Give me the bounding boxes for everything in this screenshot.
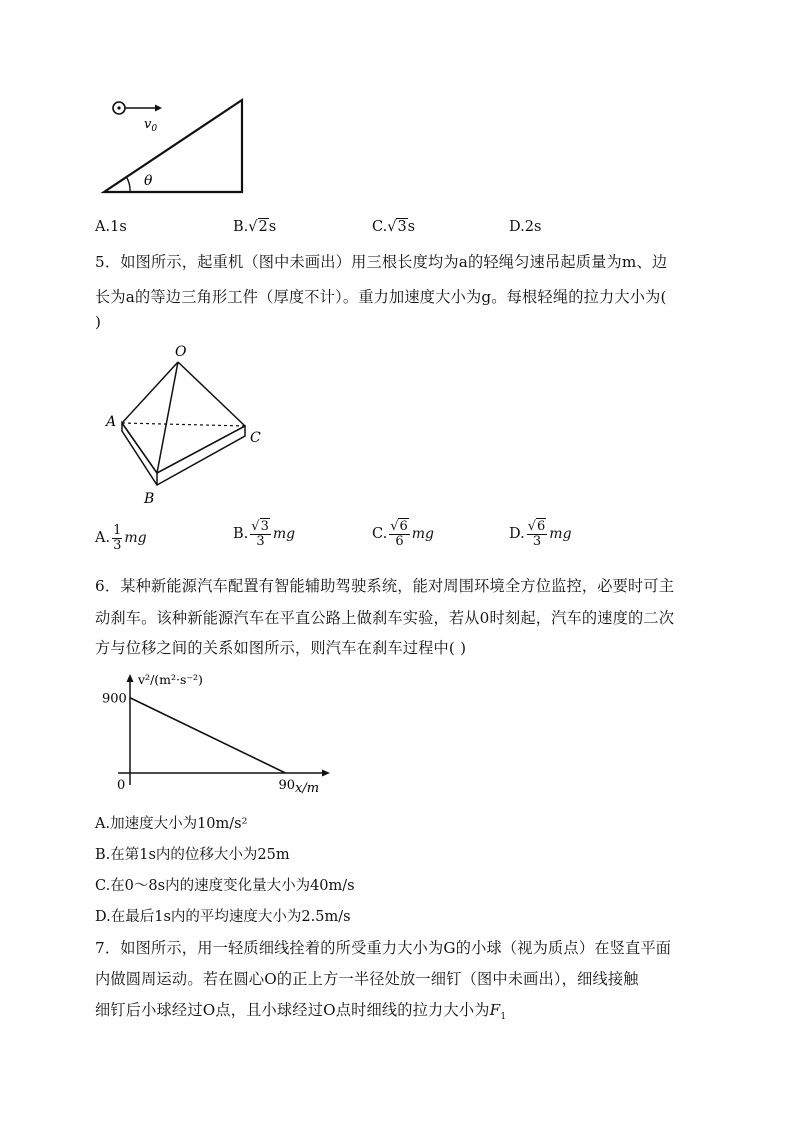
q6-option-c[interactable]: C.在0～8s内的速度变化量大小为40m/s — [95, 878, 355, 894]
svg-text:v0: $v_0$ — [144, 117, 158, 134]
q6-line-1: 6．某种新能源汽车配置有智能辅助驾驶系统，能对周围环境全方位监控，必要时可主 — [95, 577, 675, 595]
q7-line-3: 细钉后小球经过O点，且小球经过O点时细线的拉力大小为$F_1$ — [95, 1001, 507, 1023]
q4-option-d[interactable]: D.2s — [509, 219, 542, 235]
q7-line-2: 内做圆周运动。若在圆心O的正上方一半径处放一细钉（图中未画出），细线接触 — [95, 970, 639, 988]
q5-line-2: 长为a的等边三角形工件（厚度不计）。重力加速度大小为g。每根轻绳的拉力大小为( — [95, 288, 667, 306]
y-axis-label: v²/(m²·s⁻²) — [138, 672, 203, 687]
q5-option-c[interactable]: C. $\frac{√6}{6}$ mg — [372, 519, 435, 549]
q6-option-b[interactable]: B.在第1s内的位移大小为25m — [95, 847, 290, 863]
q4-option-a[interactable]: A.1s — [95, 219, 127, 235]
q5-option-b[interactable]: B. $\frac{√3}{3}$ mg — [233, 519, 296, 549]
q7-line-1: 7．如图所示，用一轻质细线拴着的所受重力大小为G的小球（视为质点）在竖直平面 — [95, 939, 672, 957]
svg-text:B: B — [144, 491, 155, 507]
q5-line-3: ) — [95, 313, 102, 331]
q5-option-a[interactable]: A. $\frac{1}{3}$ mg — [95, 523, 147, 553]
svg-text:C: C — [250, 430, 261, 446]
q5-option-d[interactable]: D. $\frac{√6}{3}$ mg — [509, 519, 572, 549]
svg-text:A: A — [106, 414, 117, 430]
svg-text:O: O — [175, 344, 187, 360]
pyramid-figure — [100, 340, 280, 510]
q6-line-2: 动刹车。该种新能源汽车在平直公路上做刹车实验，若从0时刻起，汽车的速度的二次 — [95, 609, 675, 627]
x-axis-label: x/m — [295, 781, 320, 796]
y-tick-label: 900 — [102, 691, 127, 707]
incline-figure — [100, 92, 260, 202]
v2-x-chart — [100, 670, 340, 800]
q6-option-d[interactable]: D.在最后1s内的平均速度大小为2.5m/s — [95, 909, 351, 925]
q6-line-3: 方与位移之间的关系如图所示，则汽车在刹车过程中( ) — [95, 639, 467, 657]
y-axis-arrow — [127, 674, 134, 682]
q4-option-b[interactable]: B.√2s — [233, 219, 277, 235]
x-tick-label: 0 — [117, 778, 126, 793]
svg-text:θ: θ — [144, 173, 153, 189]
q4-option-c[interactable]: C.√3s — [372, 219, 416, 235]
x-axis-arrow — [322, 770, 330, 777]
q6-option-a[interactable]: A.加速度大小为10m/s² — [95, 816, 248, 832]
x-tick-label: 90 — [278, 778, 296, 793]
series-line — [130, 698, 285, 773]
q5-line-1: 5．如图所示，起重机（图中未画出）用三根长度均为a的轻绳匀速吊起质量为m、边 — [95, 253, 668, 271]
